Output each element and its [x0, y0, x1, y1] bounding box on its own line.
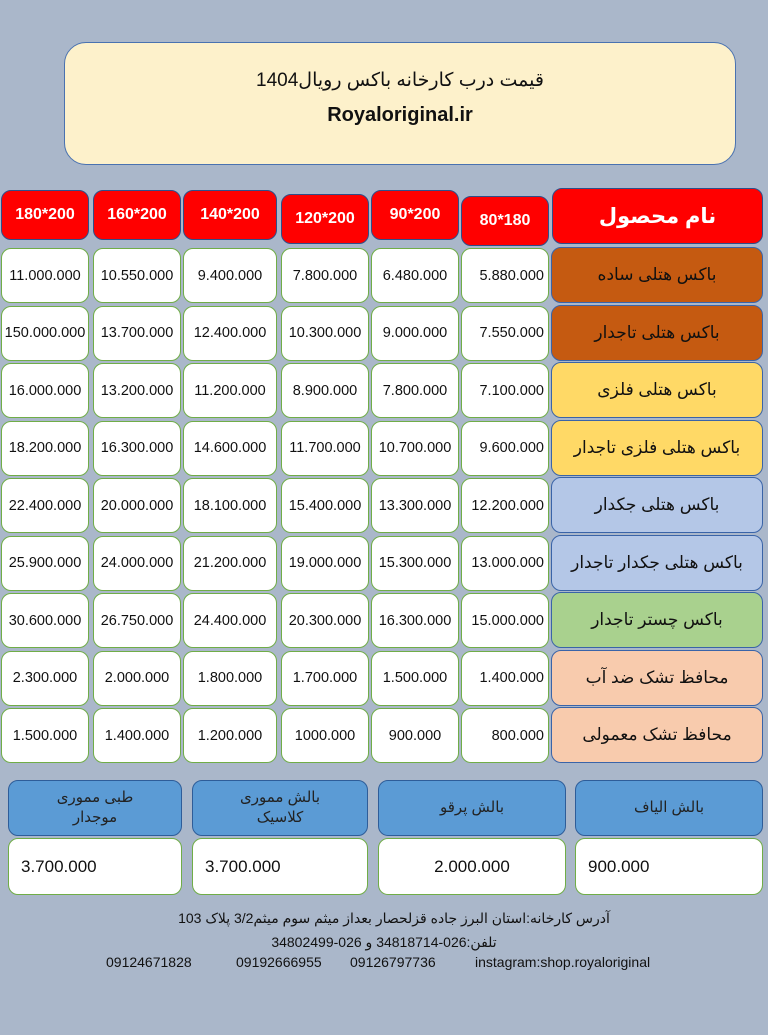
- price-cell: 8.900.000: [281, 363, 369, 418]
- price-cell: 1.400.000: [461, 651, 549, 706]
- pillow-name: [192, 780, 368, 836]
- price-cell: 1.500.000: [1, 708, 89, 763]
- price-cell: 18.200.000: [1, 421, 89, 476]
- price-cell: 15.300.000: [371, 536, 459, 591]
- price-cell: 2.000.000: [93, 651, 181, 706]
- instagram-handle[interactable]: instagram:shop.royaloriginal: [475, 954, 651, 970]
- price-cell: 11.200.000: [183, 363, 277, 418]
- pillow-name: [378, 780, 566, 836]
- price-cell: 16.000.000: [1, 363, 89, 418]
- price-cell: 10.550.000: [93, 248, 181, 303]
- pillow-name-line: بالش پرقو: [440, 799, 504, 816]
- pillow-price: 900.000: [575, 838, 763, 895]
- price-cell: 12.200.000: [461, 478, 549, 533]
- page-title: قیمت درب کارخانه باکس رویال1404: [256, 70, 544, 91]
- product-name: باکس هتلی تاجدار: [551, 305, 763, 361]
- price-cell: 1.700.000: [281, 651, 369, 706]
- price-cell: 13.200.000: [93, 363, 181, 418]
- price-cell: 13.700.000: [93, 306, 181, 361]
- price-cell: 900.000: [371, 708, 459, 763]
- price-cell: 7.100.000: [461, 363, 549, 418]
- price-cell: 7.800.000: [371, 363, 459, 418]
- price-cell: 24.400.000: [183, 593, 277, 648]
- price-cell: 1.500.000: [371, 651, 459, 706]
- pillow-price: 3.700.000: [8, 838, 182, 895]
- column-header-size: 80*180: [461, 196, 549, 246]
- price-cell: 13.000.000: [461, 536, 549, 591]
- column-header-size: 140*200: [183, 190, 277, 240]
- pillow-name-line: بالش مموری: [239, 789, 321, 806]
- price-cell: 150.000.000: [1, 306, 89, 361]
- price-cell: 26.750.000: [93, 593, 181, 648]
- pillow-name: [575, 780, 763, 836]
- price-cell: 20.000.000: [93, 478, 181, 533]
- price-cell: 21.200.000: [183, 536, 277, 591]
- product-name: محافظ تشک ضد آب: [551, 650, 763, 706]
- price-cell: 19.000.000: [281, 536, 369, 591]
- price-cell: 30.600.000: [1, 593, 89, 648]
- column-header-size: 120*200: [281, 194, 369, 244]
- price-cell: 25.900.000: [1, 536, 89, 591]
- price-cell: 16.300.000: [371, 593, 459, 648]
- price-cell: 2.300.000: [1, 651, 89, 706]
- product-name: محافظ تشک معمولی: [551, 707, 763, 763]
- mobile-number: 09124671828: [106, 954, 192, 970]
- price-cell: 22.400.000: [1, 478, 89, 533]
- price-cell: 10.700.000: [371, 421, 459, 476]
- price-cell: 10.300.000: [281, 306, 369, 361]
- column-header-size: 180*200: [1, 190, 89, 240]
- pillow-name-line: موجدار: [72, 809, 118, 826]
- column-header-product: نام محصول: [552, 188, 763, 244]
- pillow-name-line: طبی مموری: [56, 789, 134, 806]
- price-cell: 24.000.000: [93, 536, 181, 591]
- product-name: باکس هتلی فلزی: [551, 362, 763, 418]
- price-cell: 9.600.000: [461, 421, 549, 476]
- pillow-name: [8, 780, 182, 836]
- phone-numbers: تلفن:026-34818714 و 026-34802499: [271, 934, 497, 950]
- price-cell: 13.300.000: [371, 478, 459, 533]
- product-name: باکس هتلی ساده: [551, 247, 763, 303]
- price-cell: 1.200.000: [183, 708, 277, 763]
- price-cell: 5.880.000: [461, 248, 549, 303]
- price-cell: 14.600.000: [183, 421, 277, 476]
- column-header-size: 160*200: [93, 190, 181, 240]
- price-cell: 1.400.000: [93, 708, 181, 763]
- website-link[interactable]: Royaloriginal.ir: [327, 104, 473, 126]
- pillow-price: 2.000.000: [378, 838, 566, 895]
- price-cell: 11.700.000: [281, 421, 369, 476]
- price-cell: 1000.000: [281, 708, 369, 763]
- pillow-price: 3.700.000: [192, 838, 368, 895]
- title-banner: [64, 42, 736, 165]
- price-cell: 7.800.000: [281, 248, 369, 303]
- product-name: باکس هتلی فلزی تاجدار: [551, 420, 763, 476]
- pillow-name-line: کلاسیک: [256, 809, 304, 826]
- price-cell: 9.000.000: [371, 306, 459, 361]
- price-cell: 15.400.000: [281, 478, 369, 533]
- price-cell: 16.300.000: [93, 421, 181, 476]
- product-name: باکس هتلی جکدار تاجدار: [551, 535, 763, 591]
- price-cell: 12.400.000: [183, 306, 277, 361]
- column-header-size: 90*200: [371, 190, 459, 240]
- price-cell: 6.480.000: [371, 248, 459, 303]
- factory-address: آدرس کارخانه:استان البرز جاده قزلحصار بعداز میثم سوم میثم3/2 پلاک 103: [178, 910, 610, 926]
- price-cell: 1.800.000: [183, 651, 277, 706]
- mobile-number: 09192666955: [236, 954, 322, 970]
- pillow-name-line: بالش الیاف: [634, 799, 704, 816]
- product-name: باکس چستر تاجدار: [551, 592, 763, 648]
- price-cell: 18.100.000: [183, 478, 277, 533]
- price-cell: 11.000.000: [1, 248, 89, 303]
- price-cell: 7.550.000: [461, 306, 549, 361]
- price-cell: 800.000: [461, 708, 549, 763]
- product-name: باکس هتلی جکدار: [551, 477, 763, 533]
- price-cell: 20.300.000: [281, 593, 369, 648]
- price-cell: 15.000.000: [461, 593, 549, 648]
- price-cell: 9.400.000: [183, 248, 277, 303]
- mobile-number: 09126797736: [350, 954, 436, 970]
